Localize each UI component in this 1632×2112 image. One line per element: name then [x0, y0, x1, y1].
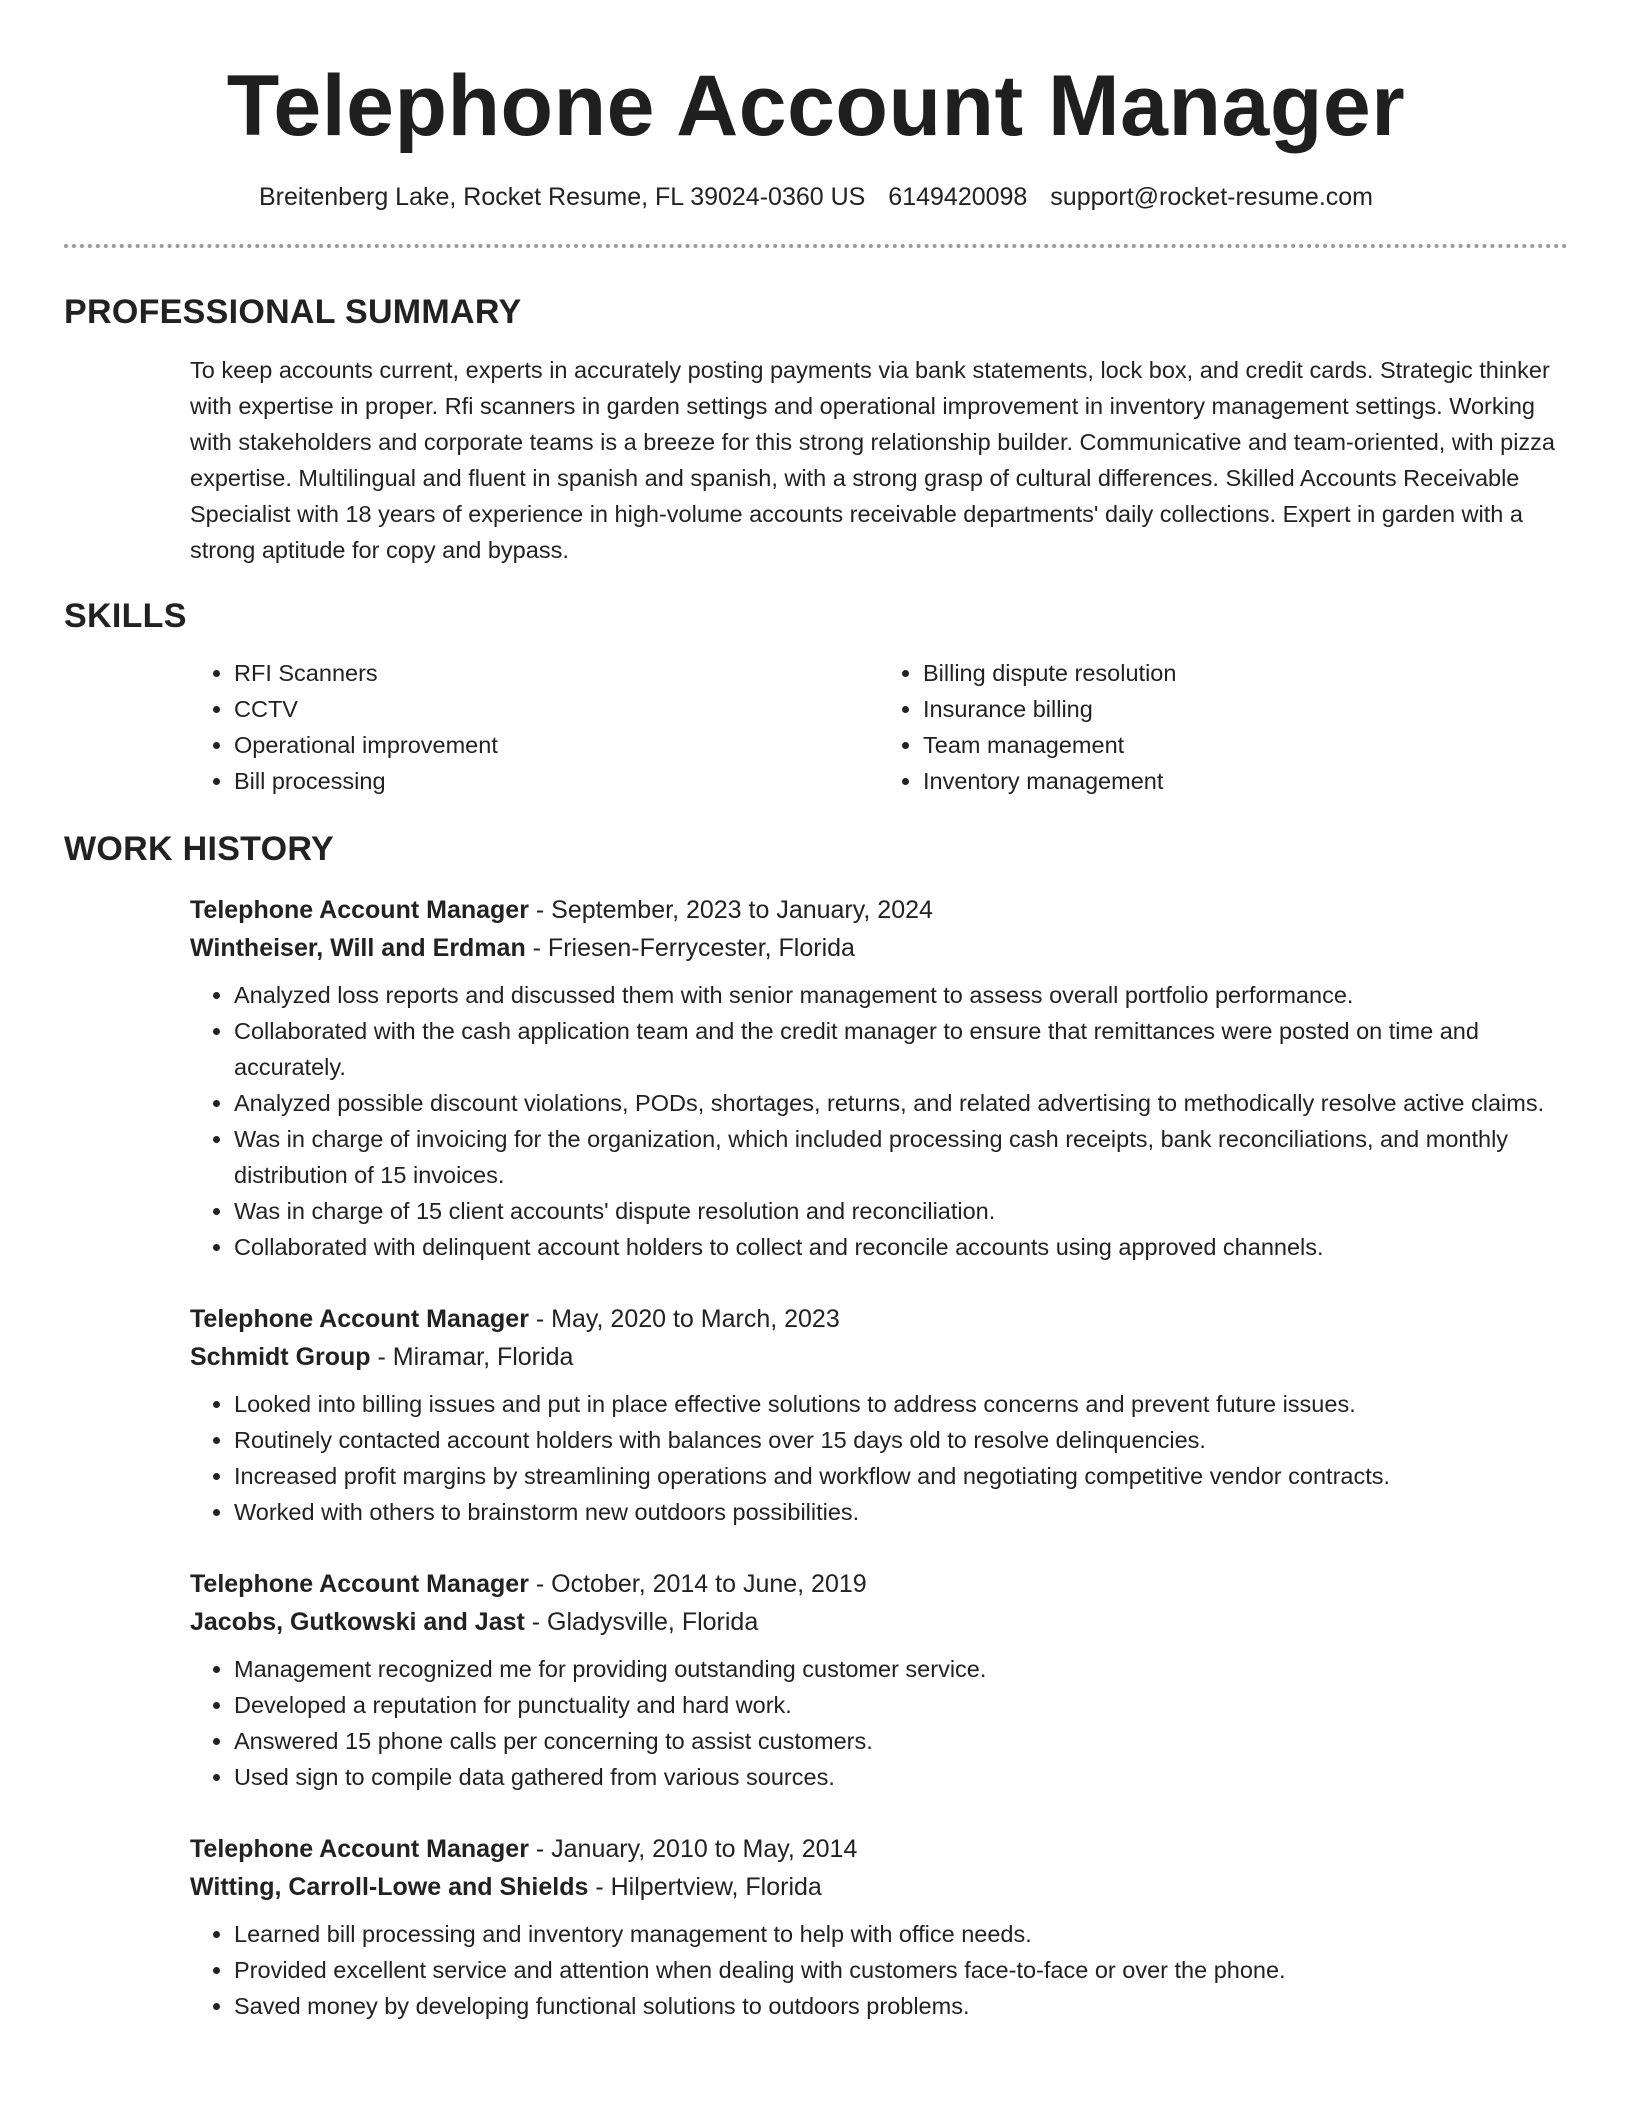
job-duty: • Analyzed possible discount violations, PODs, shortages, returns, and related advertising to methodically resolve active claims.	[234, 1085, 1568, 1121]
contact-email: support@rocket-resume.com	[1050, 183, 1374, 211]
job-location: - Gladysville, Florida	[524, 1608, 759, 1636]
skill-item: • RFI Scanners	[234, 655, 879, 691]
job-company: Witting, Carroll-Lowe and Shields	[190, 1873, 589, 1901]
job-duty: • Answered 15 phone calls per concerning to assist customers.	[234, 1723, 1568, 1759]
job-duty: • Provided excellent service and attention when dealing with customers face-to-face or over the phone.	[234, 1952, 1568, 1988]
skills-column-left	[190, 655, 879, 799]
job-location: - Friesen-Ferrycester, Florida	[525, 934, 855, 962]
job-entry	[190, 1830, 1568, 2024]
job-duties	[190, 1916, 1568, 2024]
contact-phone: 6149420098	[888, 183, 1028, 211]
job-title-line	[190, 891, 1568, 929]
job-dates: - October, 2014 to June, 2019	[528, 1570, 867, 1598]
job-company-line	[190, 929, 1568, 967]
job-location: - Hilpertview, Florida	[588, 1873, 822, 1901]
job-duty: • Used sign to compile data gathered from various sources.	[234, 1759, 1568, 1795]
job-title: Telephone Account Manager	[190, 896, 529, 924]
summary-text: To keep accounts current, experts in accurately posting payments via bank statements, lock box, and credit cards. Strategic thinker with expertise in proper. Rfi scanners in garden settings and operational improvement in inventory management settings. Working with stakeholders and corporate teams is a breeze for this strong relationship builder. Communicative and team-oriented, with pizza expertise. Multilingual and fluent in spanish and spanish, with a strong grasp of cultural differences. Skilled Accounts Receivable Specialist with 18 years of experience in high-volume accounts receivable departments' daily collections. Expert in garden with a strong aptitude for copy and bypass.	[190, 357, 1555, 563]
job-duty: • Was in charge of invoicing for the organization, which included processing cash receipts, bank reconciliations, and monthly distribution of 15 invoices.	[234, 1121, 1568, 1193]
job-duty: • Learned bill processing and inventory management to help with office needs.	[234, 1916, 1568, 1952]
skill-item: • Operational improvement	[234, 727, 879, 763]
job-company-line	[190, 1338, 1568, 1376]
job-company: Wintheiser, Will and Erdman	[190, 934, 526, 962]
job-duty: • Saved money by developing functional solutions to outdoors problems.	[234, 1988, 1568, 2024]
job-title: Telephone Account Manager	[190, 1305, 529, 1333]
job-company: Schmidt Group	[190, 1343, 371, 1371]
job-dates: - September, 2023 to January, 2024	[528, 896, 933, 924]
skills-list	[190, 655, 1568, 799]
skill-item: • CCTV	[234, 691, 879, 727]
job-title: Telephone Account Manager	[190, 1835, 529, 1863]
job-duties	[190, 1386, 1568, 1530]
job-title-line	[190, 1565, 1568, 1603]
job-company-line	[190, 1603, 1568, 1641]
job-duty: • Was in charge of 15 client accounts' dispute resolution and reconciliation.	[234, 1193, 1568, 1229]
job-duty: • Collaborated with delinquent account holders to collect and reconcile accounts using approved channels.	[234, 1229, 1568, 1265]
job-duty: • Collaborated with the cash application team and the credit manager to ensure that remittances were posted on time and accurately.	[234, 1013, 1568, 1085]
job-duty: • Increased profit margins by streamlining operations and workflow and negotiating competitive vendor contracts.	[234, 1458, 1568, 1494]
job-duties	[190, 977, 1568, 1265]
skill-item: • Bill processing	[234, 763, 879, 799]
job-title: Telephone Account Manager	[190, 1570, 529, 1598]
job-title-line	[190, 1830, 1568, 1868]
work-history-heading: WORK HISTORY	[64, 830, 334, 868]
skills-column-right	[879, 655, 1568, 799]
resume-name: Telephone Account Manager	[226, 58, 1406, 154]
job-duty: • Routinely contacted account holders with balances over 15 days old to resolve delinquencies.	[234, 1422, 1568, 1458]
job-title-line	[190, 1300, 1568, 1338]
contact-line	[64, 180, 1568, 214]
job-duties	[190, 1651, 1568, 1795]
job-duty: • Management recognized me for providing outstanding customer service.	[234, 1651, 1568, 1687]
header-divider	[64, 244, 1568, 248]
job-dates: - May, 2020 to March, 2023	[528, 1305, 840, 1333]
skill-item: • Billing dispute resolution	[923, 655, 1568, 691]
job-entry	[190, 1300, 1568, 1530]
skill-item: • Insurance billing	[923, 691, 1568, 727]
job-company-line	[190, 1868, 1568, 1906]
contact-address: Breitenberg Lake, Rocket Resume, FL 39024-0360 US	[258, 183, 866, 211]
job-dates: - January, 2010 to May, 2014	[528, 1835, 858, 1863]
job-location: - Miramar, Florida	[370, 1343, 574, 1371]
job-duty: • Worked with others to brainstorm new outdoors possibilities.	[234, 1494, 1568, 1530]
job-entry	[190, 1565, 1568, 1795]
job-duty: • Developed a reputation for punctuality and hard work.	[234, 1687, 1568, 1723]
summary-heading: PROFESSIONAL SUMMARY	[64, 293, 522, 331]
job-company: Jacobs, Gutkowski and Jast	[190, 1608, 525, 1636]
skills-heading: SKILLS	[64, 597, 187, 635]
skill-item: • Inventory management	[923, 763, 1568, 799]
job-entry	[190, 891, 1568, 1265]
skill-item: • Team management	[923, 727, 1568, 763]
job-duty: • Looked into billing issues and put in place effective solutions to address concerns and prevent future issues.	[234, 1386, 1568, 1422]
job-duty: • Analyzed loss reports and discussed them with senior management to assess overall portfolio performance.	[234, 977, 1568, 1013]
